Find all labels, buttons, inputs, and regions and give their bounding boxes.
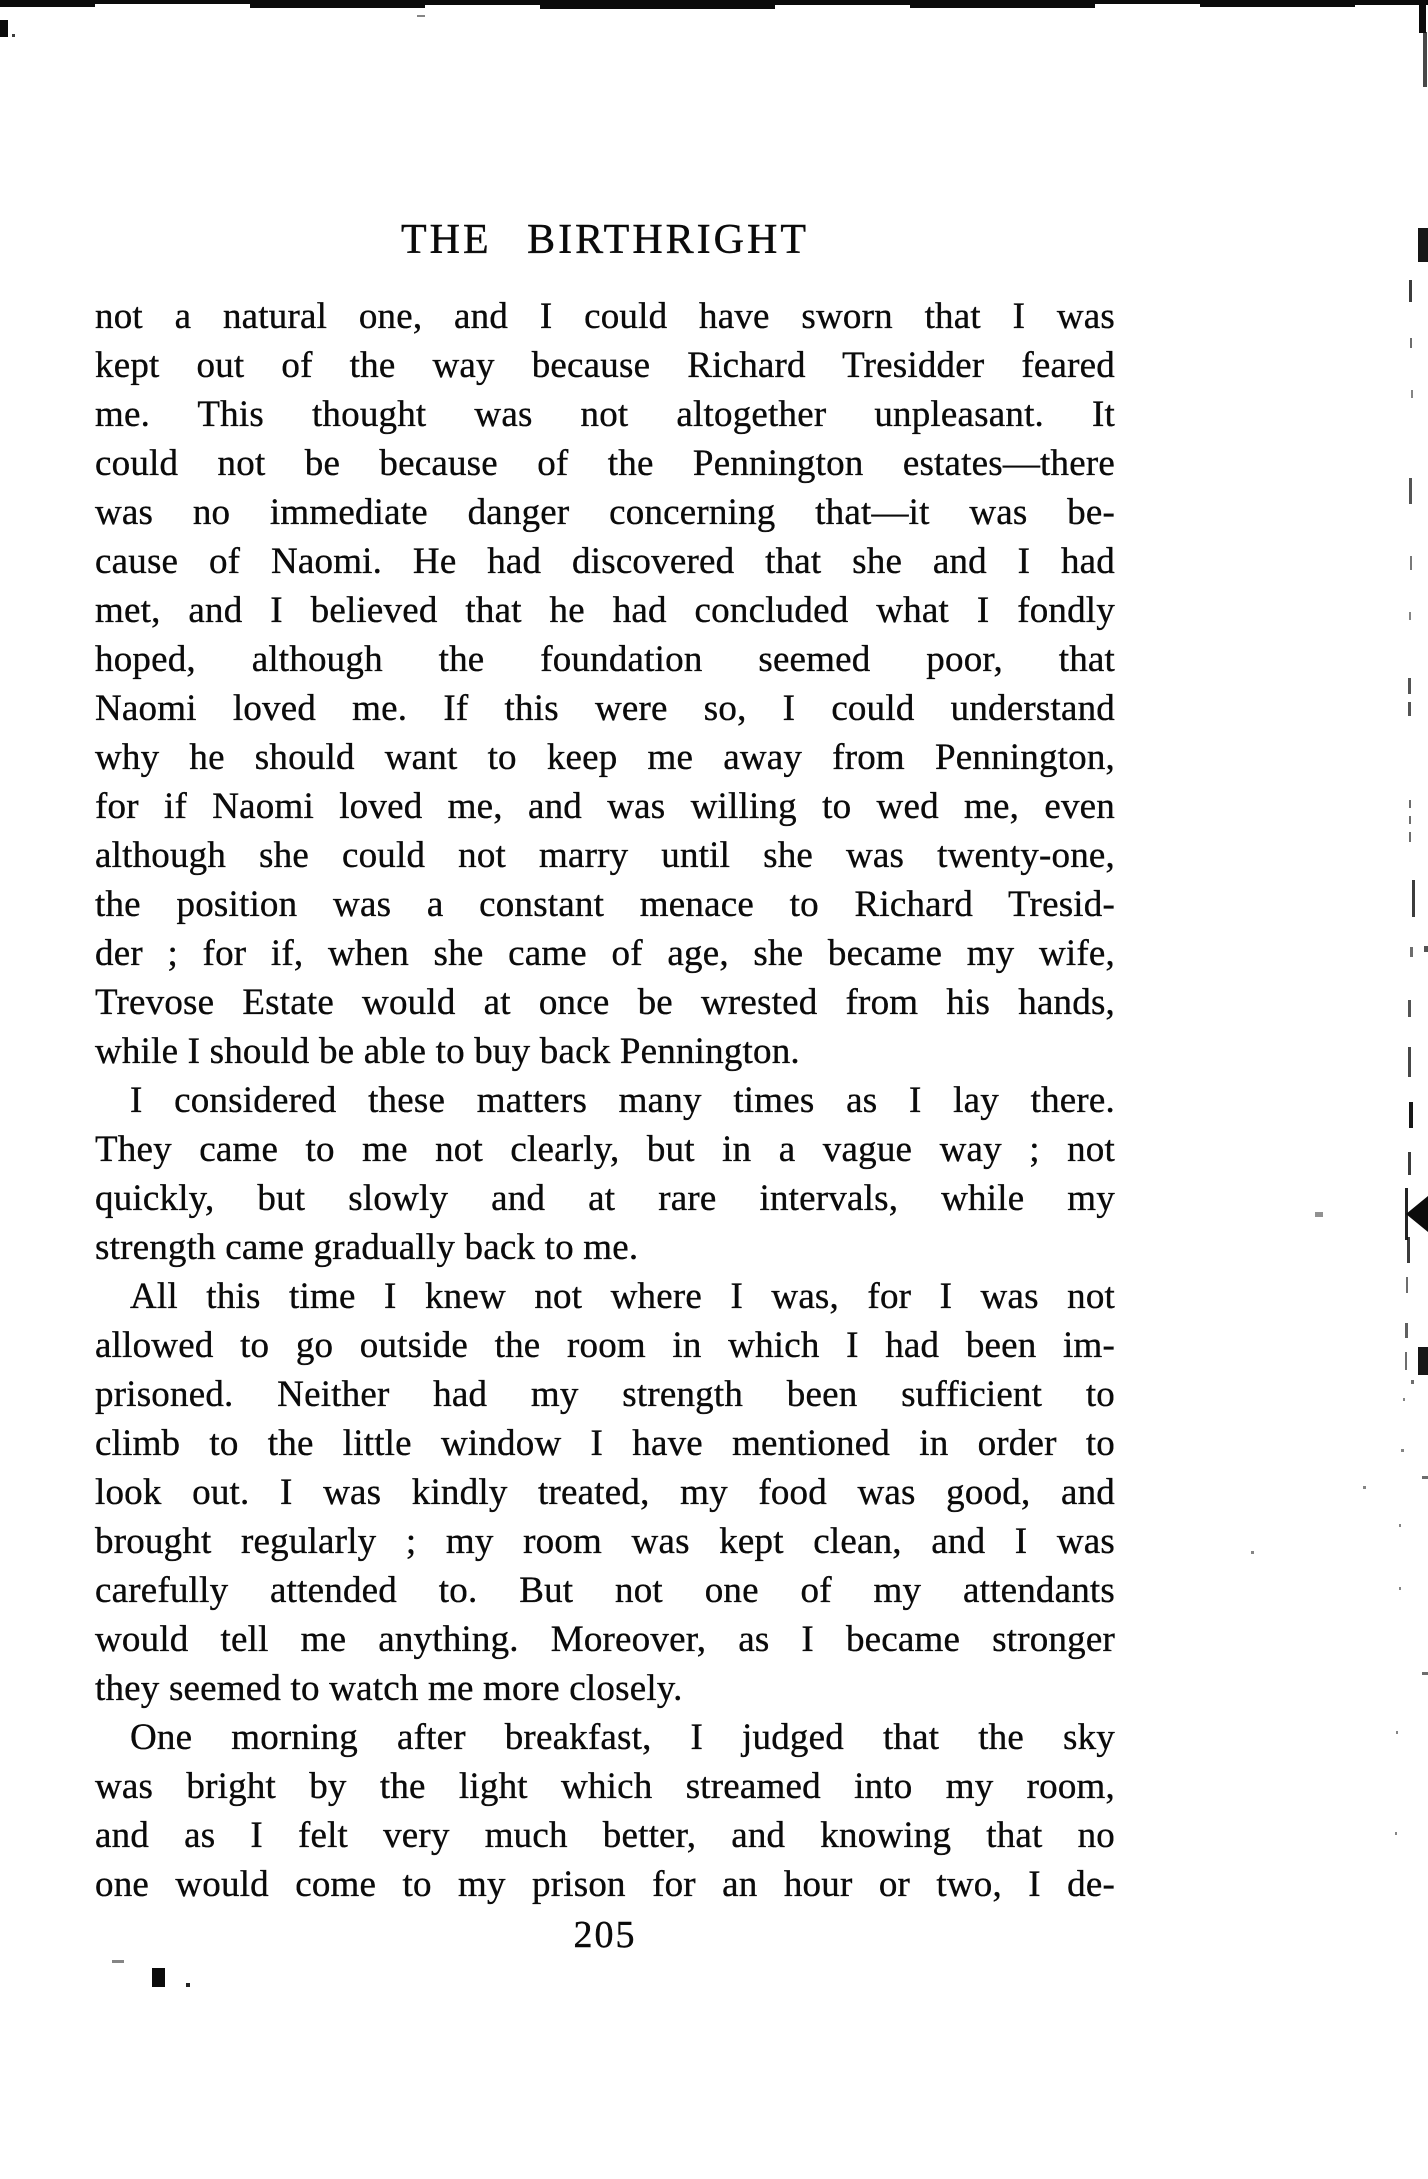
scan-artifact — [0, 20, 8, 37]
text-line: hoped, although the foundation seemed poor, that — [95, 639, 1115, 680]
text-column — [95, 0, 1115, 1957]
scan-artifact — [1405, 1352, 1407, 1370]
scan-artifact — [1409, 1102, 1413, 1128]
scan-artifact — [1410, 556, 1412, 570]
page-number: 205 — [573, 1914, 637, 1956]
text-line: kept out of the way because Richard Tresidder feared — [95, 345, 1115, 386]
text-line: one would come to my prison for an hour or two, I de- — [95, 1864, 1115, 1905]
text-line: was bright by the light which streamed into my room, — [95, 1766, 1115, 1807]
scan-artifact — [910, 0, 1095, 8]
scan-artifact — [775, 0, 910, 5]
scan-artifact-arrow — [1406, 1196, 1428, 1232]
scan-artifact — [1095, 0, 1200, 4]
scan-artifact — [1409, 478, 1412, 504]
text-line: allowed to go outside the room in which I had been im- — [95, 1325, 1115, 1366]
text-line: for if Naomi loved me, and was willing to wed me, even — [95, 786, 1115, 827]
text-line: climb to the little window I have mentioned in order to — [95, 1423, 1115, 1464]
text-line: me. This thought was not altogether unpleasant. It — [95, 394, 1115, 435]
scan-artifact — [1396, 1731, 1398, 1734]
scan-artifact — [1418, 228, 1428, 262]
scan-artifact — [1408, 1000, 1411, 1017]
scan-artifact — [1409, 816, 1411, 824]
scan-artifact — [1399, 1587, 1401, 1590]
text-line: the position was a constant menace to Richard Tresid- — [95, 884, 1115, 925]
body-text — [95, 292, 1115, 1909]
text-line: was no immediate danger concerning that—it was be- — [95, 492, 1115, 533]
scan-artifact — [1409, 832, 1411, 842]
scan-artifact — [1315, 1212, 1323, 1217]
text-line: One morning after breakfast, I judged that the sky — [130, 1717, 1115, 1758]
text-line: while I should be able to buy back Pennington. — [95, 1031, 800, 1072]
scan-artifact — [1403, 1398, 1405, 1401]
scan-artifact — [1410, 338, 1412, 348]
text-line: quickly, but slowly and at rare intervals, while my — [95, 1178, 1115, 1219]
scan-artifact — [12, 34, 15, 37]
scan-artifact — [1412, 880, 1415, 917]
text-line: would tell me anything. Moreover, as I became stronger — [95, 1619, 1115, 1660]
scan-artifact — [1401, 1449, 1404, 1452]
scan-artifact — [417, 15, 425, 17]
text-line: although she could not marry until she was twenty-one, — [95, 835, 1115, 876]
scan-artifact — [425, 0, 540, 5]
scan-artifact — [1405, 1323, 1408, 1338]
scan-artifact — [1409, 280, 1412, 302]
scan-artifact — [250, 0, 425, 8]
scan-artifact — [1399, 1524, 1401, 1527]
scan-artifact — [1355, 0, 1428, 5]
scan-artifact — [112, 1960, 124, 1963]
scan-artifact — [1406, 1277, 1408, 1293]
text-line: All this time I knew not where I was, for I was not — [130, 1276, 1115, 1317]
scan-artifact — [1423, 32, 1427, 87]
scan-artifact — [1251, 1551, 1254, 1554]
scan-artifact — [1200, 0, 1355, 7]
text-line: why he should want to keep me away from Pennington, — [95, 737, 1115, 778]
scan-artifact — [1409, 612, 1411, 620]
scan-artifact — [1411, 1380, 1414, 1384]
scan-artifact — [1411, 390, 1413, 398]
scan-artifact — [0, 0, 95, 7]
text-line: cause of Naomi. He had discovered that she and I had — [95, 541, 1115, 582]
scan-artifact — [1408, 1152, 1411, 1175]
scan-artifact — [95, 0, 250, 4]
scan-artifact — [1408, 1047, 1411, 1077]
text-line: and as I felt very much better, and knowing that no — [95, 1815, 1115, 1856]
scan-artifact — [1410, 947, 1413, 957]
scan-artifact — [1422, 1476, 1428, 1479]
scan-artifact — [1419, 3, 1426, 33]
text-line: could not be because of the Pennington estates—there — [95, 443, 1115, 484]
text-line: look out. I was kindly treated, my food was good, and — [95, 1472, 1115, 1513]
text-line: not a natural one, and I could have sworn that I was — [95, 296, 1115, 337]
scan-artifact — [1409, 800, 1411, 808]
scan-artifact — [1407, 1237, 1410, 1263]
scan-artifact — [540, 0, 775, 9]
text-line: prisoned. Neither had my strength been sufficient to — [95, 1374, 1115, 1415]
scan-artifact — [1422, 1672, 1428, 1675]
text-line: they seemed to watch me more closely. — [95, 1668, 683, 1709]
text-line: Naomi loved me. If this were so, I could understand — [95, 688, 1115, 729]
text-line: They came to me not clearly, but in a vague way ; not — [95, 1129, 1115, 1170]
text-line: met, and I believed that he had concluded what I fondly — [95, 590, 1115, 631]
text-line: der ; for if, when she came of age, she became my wife, — [95, 933, 1115, 974]
scan-artifact — [152, 1968, 165, 1987]
text-line: I considered these matters many times as I lay there. — [130, 1080, 1115, 1121]
scan-artifact — [1363, 1486, 1366, 1489]
text-line: brought regularly ; my room was kept clean, and I was — [95, 1521, 1115, 1562]
scan-artifact — [1408, 702, 1411, 716]
text-line: carefully attended to. But not one of my attendants — [95, 1570, 1115, 1611]
scan-artifact — [1418, 1347, 1428, 1375]
scan-artifact — [1405, 1188, 1408, 1240]
running-head-title: THE BIRTHRIGHT — [401, 217, 809, 263]
scan-artifact — [186, 1983, 190, 1987]
text-line: strength came gradually back to me. — [95, 1227, 639, 1268]
scan-artifact — [1395, 1832, 1397, 1835]
scan-artifact — [1408, 678, 1411, 694]
scan-artifact — [1424, 946, 1428, 952]
text-line: Trevose Estate would at once be wrested from his hands, — [95, 982, 1115, 1023]
